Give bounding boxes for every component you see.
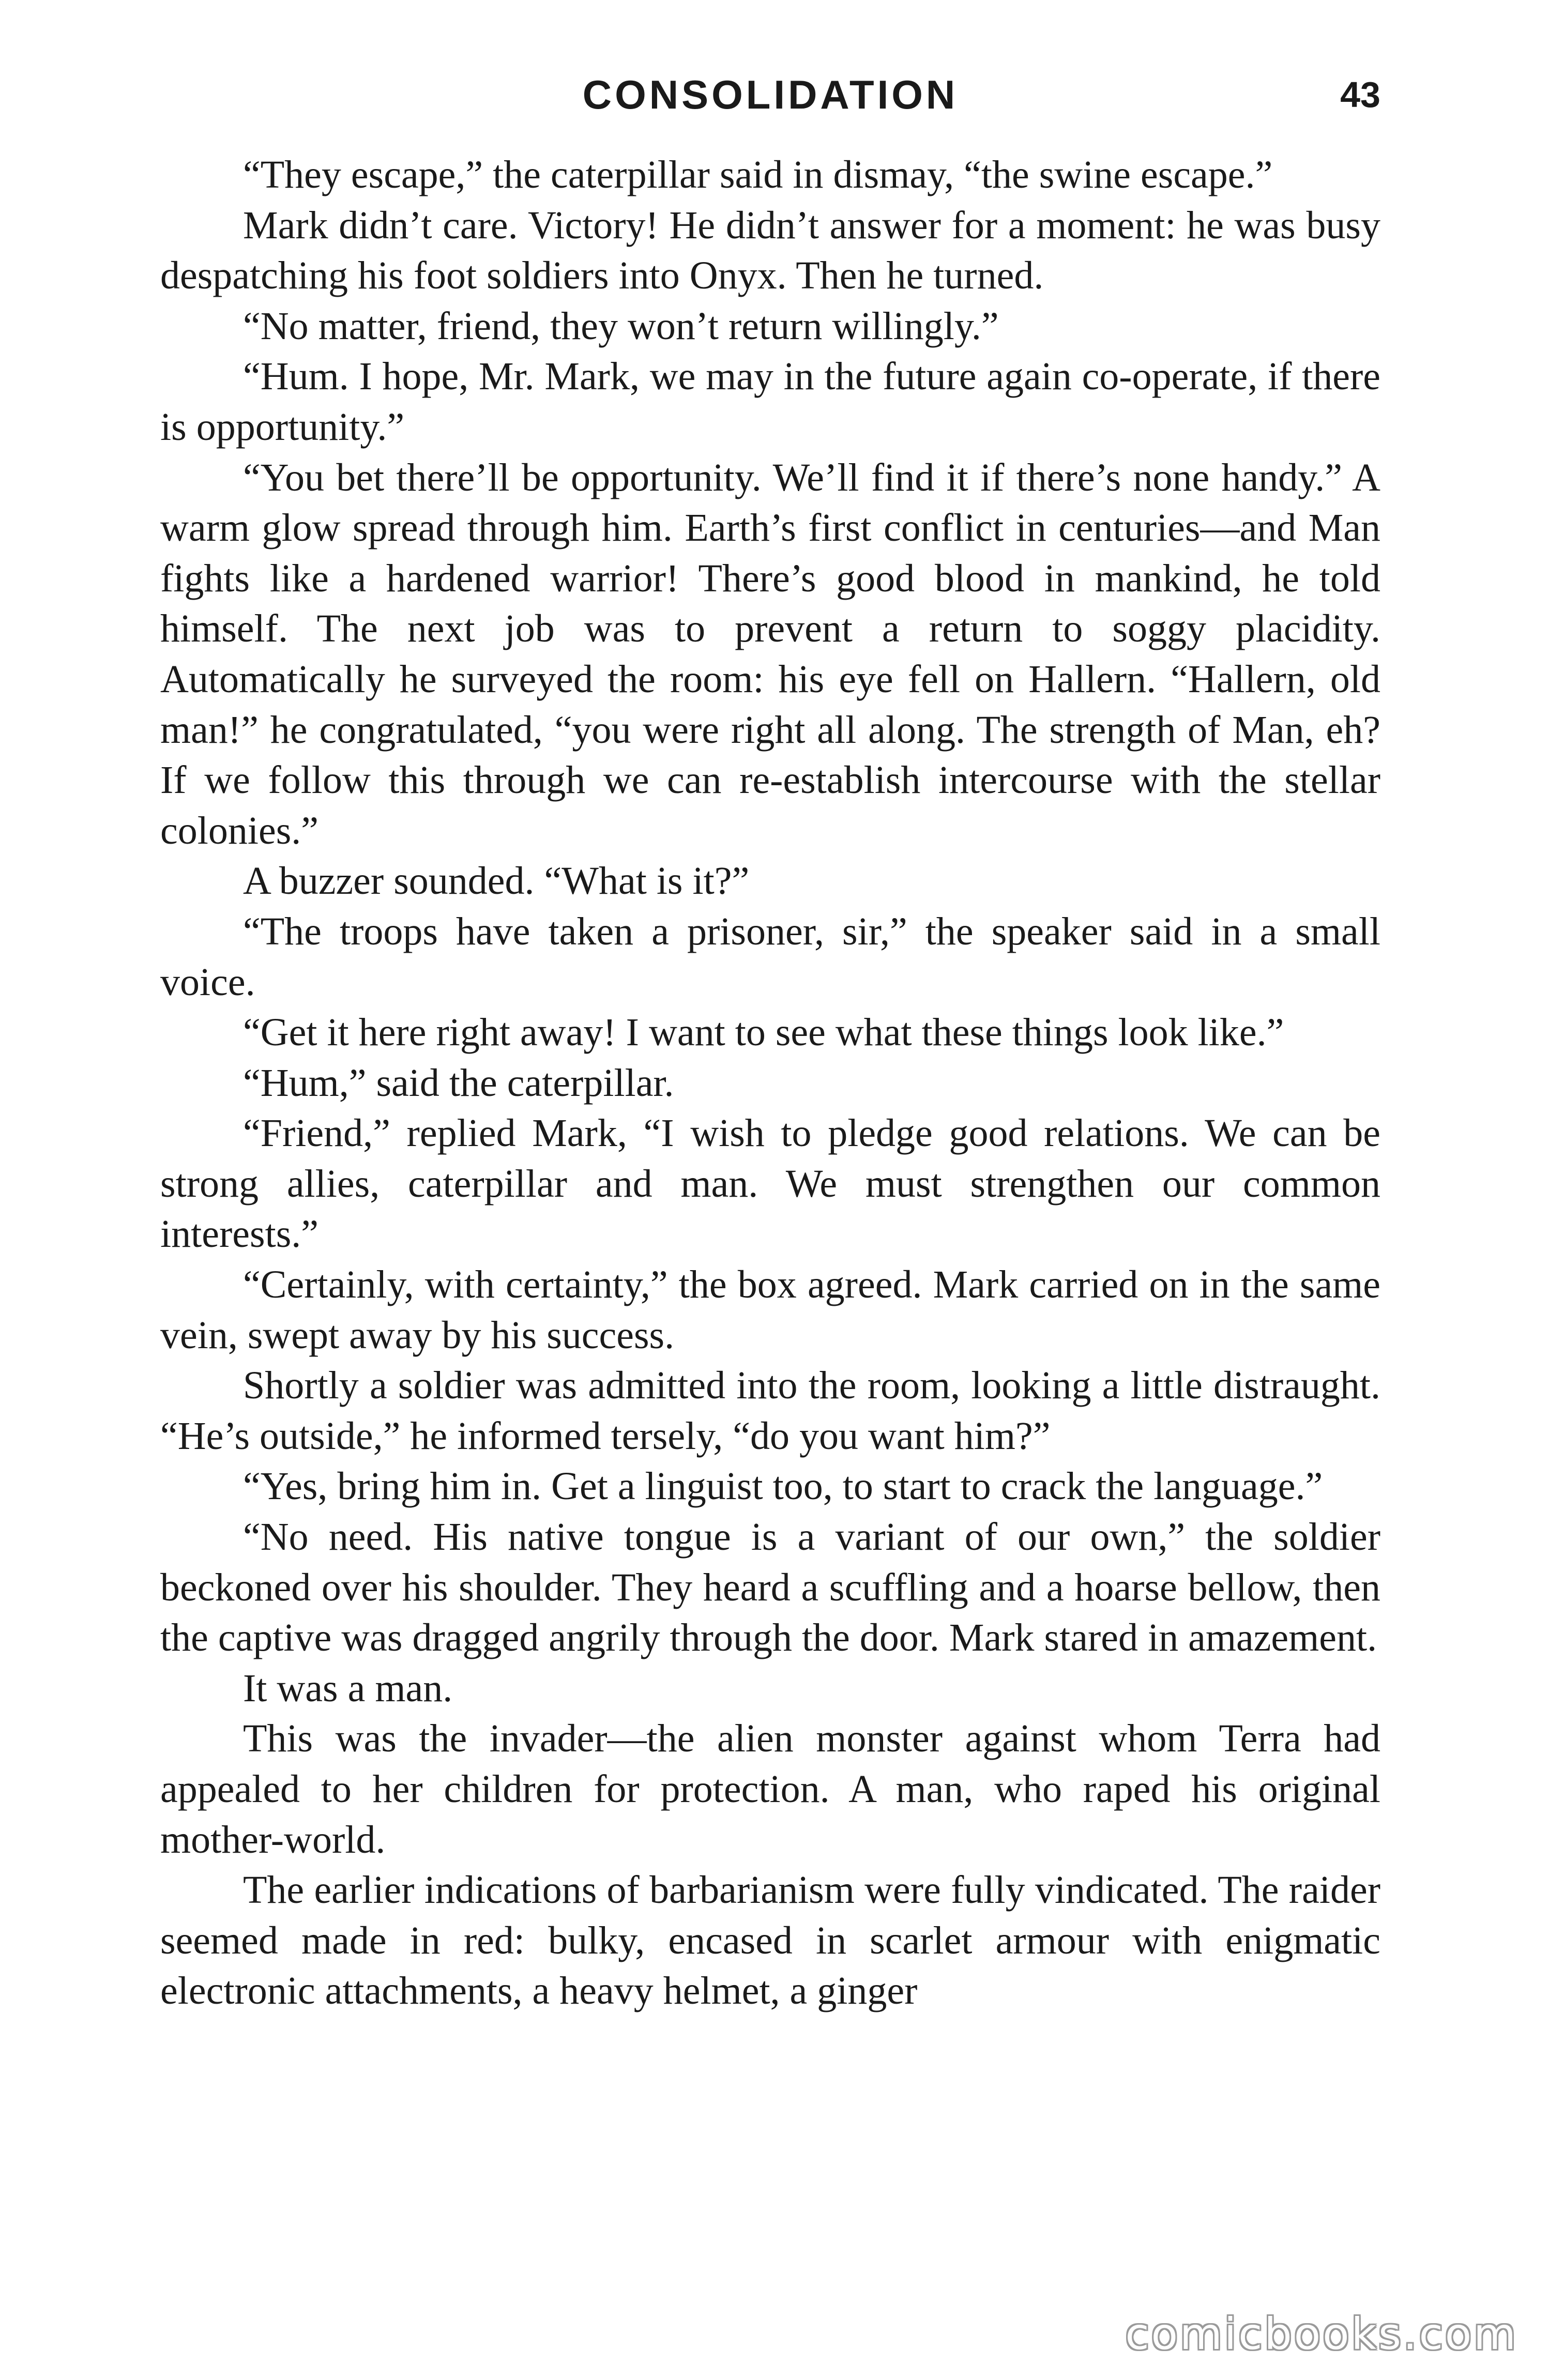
paragraph: “They escape,” the caterpillar said in dismay, “the swine escape.” <box>243 153 1273 196</box>
paragraph: Mark didn’t care. Victory! He didn’t answer for a moment: he was busy despatching his foot soldiers into Onyx. Then he turned. <box>160 203 1380 298</box>
paragraph: “Hum,” said the caterpillar. <box>243 1061 674 1105</box>
paragraph: “The troops have taken a prisoner, sir,” the speaker said in a small voice. <box>160 909 1380 1004</box>
paragraph: A buzzer sounded. “What is it?” <box>243 859 750 903</box>
watermark: comicbooks.com <box>1125 2309 1518 2359</box>
paragraph: “Friend,” replied Mark, “I wish to pledge good relations. We can be strong allies, caterpillar and man. We must strengthen our common interests.” <box>160 1111 1380 1256</box>
running-title: CONSOLIDATION <box>582 72 959 117</box>
paragraph: “Hum. I hope, Mr. Mark, we may in the future again co-operate, if there is opportunity.” <box>160 355 1380 449</box>
running-head <box>160 61 1380 128</box>
paragraph: “Yes, bring him in. Get a linguist too, to start to crack the language.” <box>243 1464 1323 1508</box>
paragraph: This was the invader—the alien monster against whom Terra had appealed to her children for protection. A man, who raped his original mother-world. <box>160 1717 1380 1862</box>
paragraph: “Get it here right away! I want to see what these things look like.” <box>243 1011 1284 1055</box>
paragraph: “No matter, friend, they won’t return willingly.” <box>243 304 999 348</box>
body-text <box>160 150 1380 2017</box>
paragraph: “You bet there’ll be opportunity. We’ll find it if there’s none handy.” A warm glow spread through him. Earth’s first conflict in centuries—and Man fights like a hardened warrior! There’s good blood in mankind, he told himself. The next job was to prevent a return to soggy placidity. Automatically he surveyed the room: his eye fell on Hallern. “Hallern, old man!” he congratulated, “you were right all along. The strength of Man, eh? If we follow this through we can re-establish intercourse with the stellar colonies.” <box>160 455 1380 852</box>
page-number: 43 <box>1340 74 1380 115</box>
paragraph: The earlier indications of barbarianism were fully vindicated. The raider seemed made in red: bulky, encased in scarlet armour with enigmatic electronic attachments, a heavy helmet, a ginger <box>160 1868 1380 2013</box>
paragraph: Shortly a soldier was admitted into the room, looking a little distraught. “He’s outside,” he informed tersely, “do you want him?” <box>160 1364 1380 1458</box>
paragraph: “Certainly, with certainty,” the box agreed. Mark carried on in the same vein, swept away by his success. <box>160 1263 1380 1357</box>
paragraph: It was a man. <box>243 1666 453 1710</box>
paragraph: “No need. His native tongue is a variant of our own,” the soldier beckoned over his shoulder. They heard a scuffling and a hoarse bellow, then the captive was dragged angrily through the door. Mark stared in amazement. <box>160 1515 1380 1660</box>
